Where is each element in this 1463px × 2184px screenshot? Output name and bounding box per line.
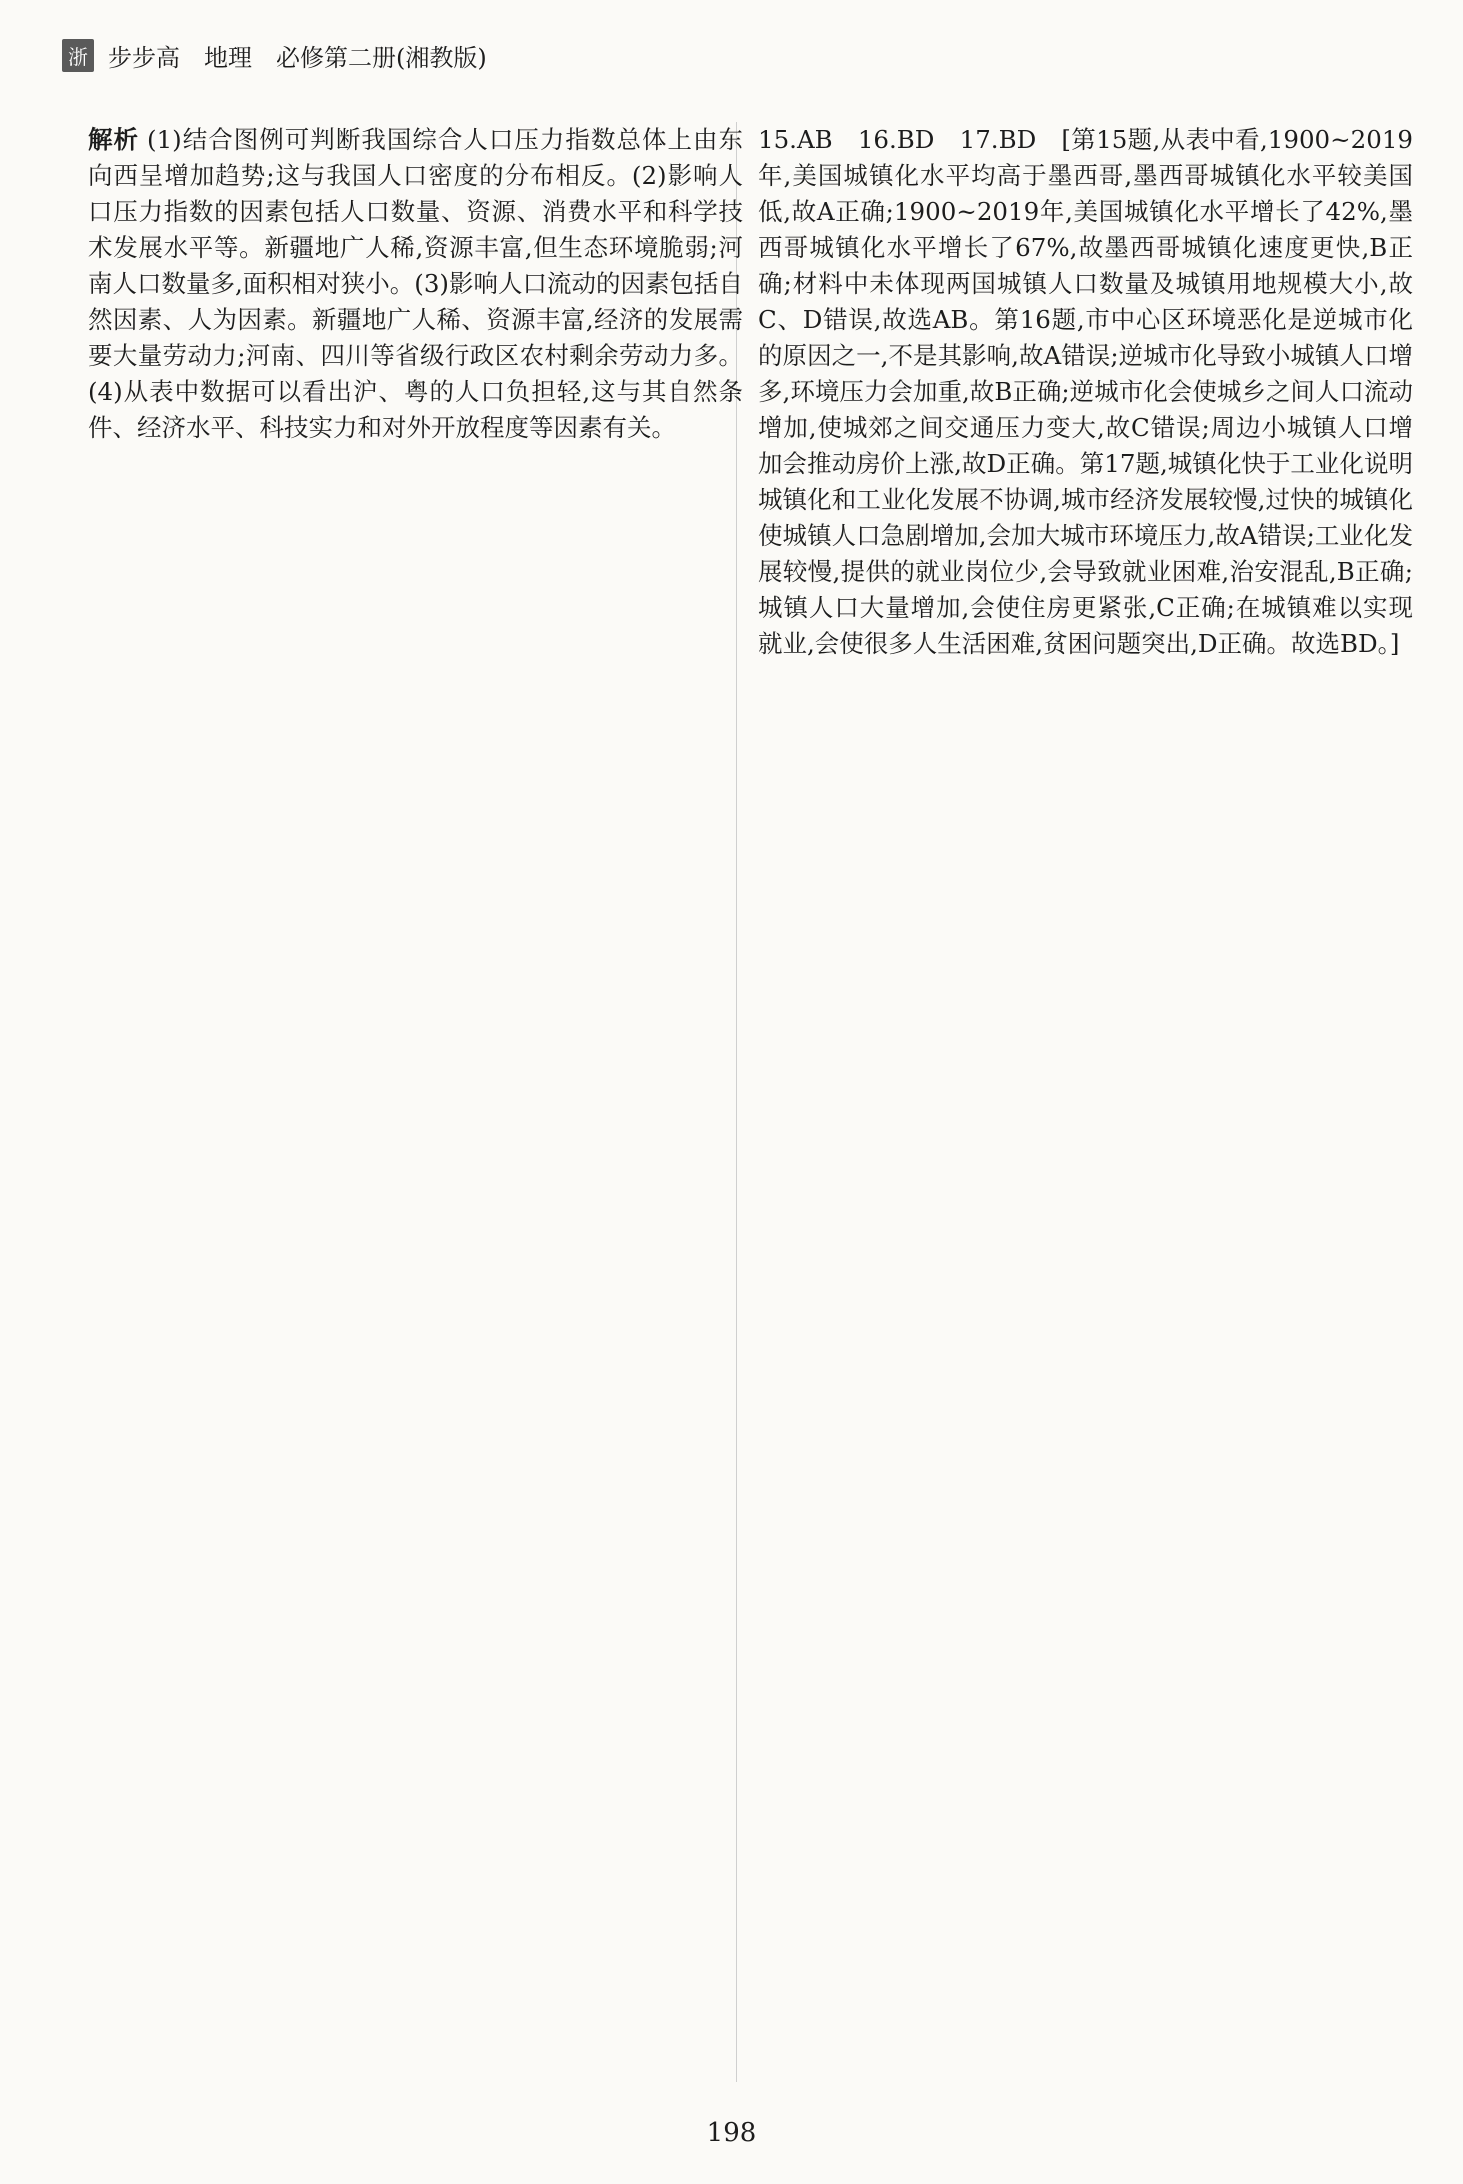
analysis-label: 解析 [88, 125, 140, 154]
region-badge: 浙 [62, 39, 94, 72]
page-number: 198 [706, 2118, 757, 2148]
running-header [62, 38, 487, 73]
right-column [758, 122, 1413, 662]
answer-15-17: 15.AB 16.BD 17.BD [第15题,从表中看,1900~2019年,美国城镇化水平均高于墨西哥,墨西哥城镇化水平较美国低,故A正确;1900~2019年,美国城镇化水平增长了42%,墨西哥城镇化水平增长了67%,故墨西哥城镇化速度更快,B正确;材料中未体现两国城镇人口数量及城镇用地规模大小,故C、D错误,故选AB。第16题,市中心区环境恶化是逆城市化的原因之一,不是其影响,故A错误;逆城市化导致小城镇人口增多,环境压力会加重,故B正确;逆城市化会使城乡之间人口流动增加,使城郊之间交通压力变大,故C错误;周边小城镇人口增加会推动房价上涨,故D正确。第17题,城镇化快于工业化说明城镇化和工业化发展不协调,城市经济发展较慢,过快的城镇化使城镇人口急剧增加,会加大城市环境压力,故A错误;工业化发展较慢,提供的就业岗位少,会导致就业困难,治安混乱,B正确;城镇人口大量增加,会使住房更紧张,C正确;在城镇难以实现就业,会使很多人生活困难,贫困问题突出,D正确。故选BD。] [758, 125, 1413, 658]
analysis-paragraph [88, 122, 743, 446]
left-column [88, 122, 743, 446]
book-title: 步步高 地理 必修第二册(湘教版) [108, 44, 487, 72]
analysis-text: (1)结合图例可判断我国综合人口压力指数总体上由东向西呈增加趋势;这与我国人口密度的分布相反。(2)影响人口压力指数的因素包括人口数量、资源、消费水平和科学技术发展水平等。新疆地广人稀,资源丰富,但生态环境脆弱;河南人口数量多,面积相对狭小。(3)影响人口流动的因素包括自然因素、人为因素。新疆地广人稀、资源丰富,经济的发展需要大量劳动力;河南、四川等省级行政区农村剩余劳动力多。(4)从表中数据可以看出沪、粤的人口负担轻,这与其自然条件、经济水平、科技实力和对外开放程度等因素有关。 [88, 125, 744, 442]
